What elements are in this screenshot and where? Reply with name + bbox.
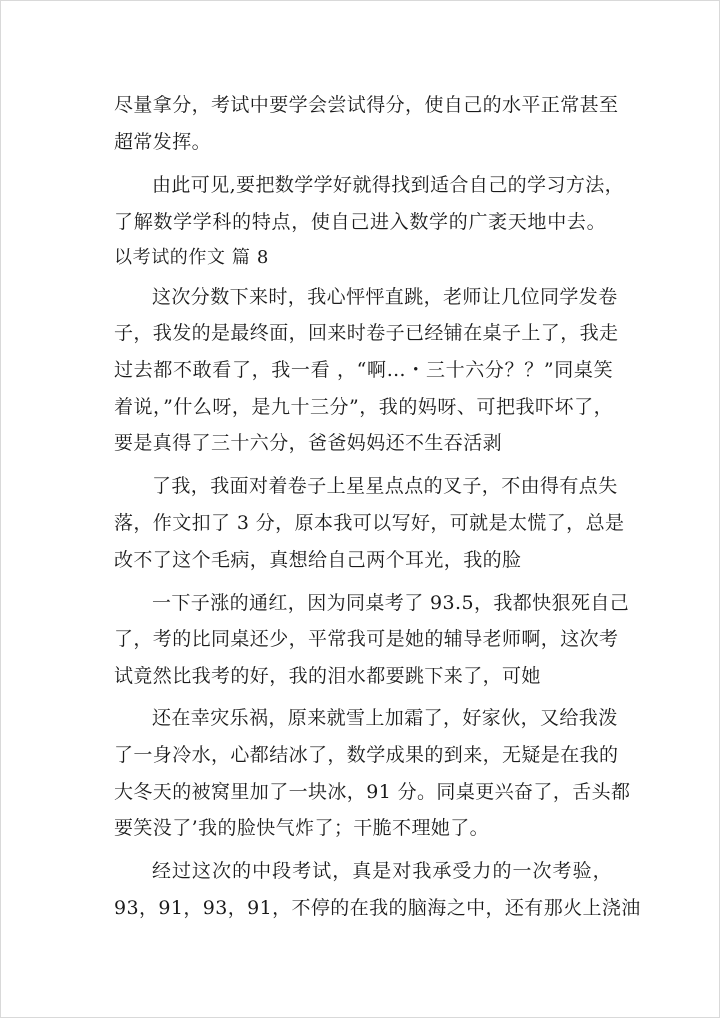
- text-line: 了，考的比同桌还少，平常我可是她的辅导老师啊，这次考: [114, 628, 619, 650]
- text-line: 了我，我面对着卷子上星星点点的叉子，不由得有点失: [152, 475, 618, 497]
- text-line: 93，91，93，91，不停的在我的脑海之中，还有那火上浇油: [114, 897, 641, 919]
- text-line: 要笑没了’我的脸快气炸了；干脆不理她了。: [114, 817, 490, 839]
- text-line: 还在幸灾乐祸，原来就雪上加霜了，好家伙，又给我泼: [152, 707, 618, 729]
- text-line: 经过这次的中段考试，真是对我承受力的一次考验，: [152, 860, 612, 882]
- text-line: 子，我发的是最终面，回来时卷子已经铺在桌子上了，我走: [114, 322, 619, 344]
- text-line: 尽量拿分，考试中要学会尝试得分，使自己的水平正常甚至: [114, 94, 619, 116]
- text-line: 这次分数下来时，我心怦怦直跳，老师让几位同学发卷: [152, 286, 618, 308]
- text-line: 改不了这个毛病，真想给自己两个耳光，我的脸: [114, 549, 522, 571]
- text-line: 着说，”什么呀，是九十三分”，我的妈呀、可把我吓坏了，: [114, 396, 613, 418]
- text-line: 过去都不敢看了，我一看 ，“啊…・三十六分？？”同桌笑: [114, 359, 613, 381]
- section-heading: 以考试的作文 篇 8: [114, 247, 269, 268]
- text-line: 试竟然比我考的好，我的泪水都要跳下来了，可她: [114, 665, 541, 687]
- text-line: 落，作文扣了 3 分，原本我可以写好，可就是太慌了，总是: [114, 512, 625, 534]
- text-line: 超常发挥。: [114, 131, 212, 153]
- text-line: 了解数学学科的特点，使自己进入数学的广袤天地中去。: [114, 211, 606, 233]
- text-line: 由此可见,要把数学学好就得找到适合自己的学习方法，: [152, 174, 625, 196]
- text-line: 一下子涨的通红，因为同桌考了 93.5，我都快狠死自己: [152, 592, 630, 614]
- text-line: 了一身冷水，心都结冰了，数学成果的到来，无疑是在我的: [114, 744, 619, 766]
- text-line: 大冬天的被窝里加了一块冰，91 分。同桌更兴奋了，舌头都: [114, 781, 631, 803]
- text-line: 要是真得了三十六分，爸爸妈妈还不生吞活剥: [114, 432, 503, 454]
